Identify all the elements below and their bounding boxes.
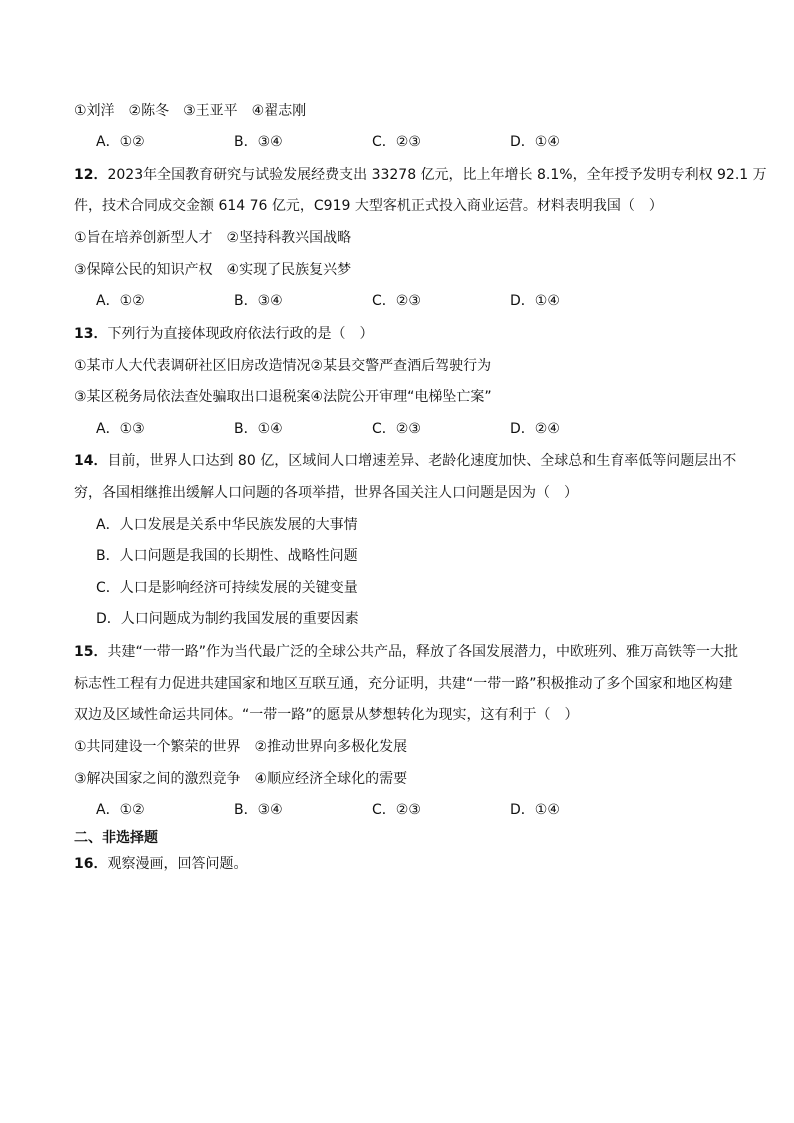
q13-options-line2: ③某区税务局依法查处骗取出口退税案④法院公开审理“电梯坠亡案” xyxy=(74,389,492,405)
q12-stem-line1 xyxy=(74,166,767,184)
q12-number: 12． xyxy=(74,167,108,183)
q12-stem-line2: 件，技术合同成交金额 614 76 亿元，C919 大型客机正式投入商业运营。材料表明我国（ ） xyxy=(74,198,663,214)
q14-number: 14． xyxy=(74,453,108,469)
q14-option-b: B．人口问题是我国的长期性、战略性问题 xyxy=(96,548,358,564)
q11-choice-a: A．①② xyxy=(96,134,145,150)
q14-option-a: A．人口发展是关系中华民族发展的大事情 xyxy=(96,517,358,533)
q13-choice-c: C．②③ xyxy=(372,421,421,437)
q15-options-line1: ①共同建设一个繁荣的世界 ②推动世界向多极化发展 xyxy=(74,739,408,755)
q12-choice-d: D．①④ xyxy=(510,293,560,309)
q15-number: 15． xyxy=(74,644,108,660)
q15-choice-a: A．①② xyxy=(96,802,145,818)
q13-line1: 下列行为直接体现政府依法行政的是（ ） xyxy=(107,326,374,342)
q13-number: 13． xyxy=(74,326,108,342)
q16-number: 16． xyxy=(74,856,108,872)
q13-options-line1: ①某市人大代表调研社区旧房改造情况②某县交警严查酒后驾驶行为 xyxy=(74,358,492,374)
q12-choice-c: C．②③ xyxy=(372,293,421,309)
q11-choice-c: C．②③ xyxy=(372,134,421,150)
q13-choice-b: B．①④ xyxy=(234,421,283,437)
q14-option-d: D．人口问题成为制约我国发展的重要因素 xyxy=(96,611,359,627)
q13-stem xyxy=(74,325,373,343)
q15-options-line2: ③解决国家之间的激烈竞争 ④顺应经济全球化的需要 xyxy=(74,771,408,787)
q14-option-c: C．人口是影响经济可持续发展的关键变量 xyxy=(96,580,358,596)
q15-choice-c: C．②③ xyxy=(372,802,421,818)
q15-stem-line3: 双边及区域性命运共同体。“一带一路”的愿景从梦想转化为现实，这有利于（ ） xyxy=(74,707,579,723)
q13-choice-d: D．②④ xyxy=(510,421,560,437)
q15-line1: 共建“一带一路”作为当代最广泛的全球公共产品，释放了各国发展潜力，中欧班列、雅万高铁等一大批 xyxy=(107,644,738,660)
q15-choice-d: D．①④ xyxy=(510,802,560,818)
q16-text: 观察漫画，回答问题。 xyxy=(107,856,248,872)
q16-stem xyxy=(74,855,247,873)
q15-choice-b: B．③④ xyxy=(234,802,283,818)
q15-stem-line1 xyxy=(74,643,738,661)
q12-choice-a: A．①② xyxy=(96,293,145,309)
q12-line1: 2023年全国教育研究与试验发展经费支出 33278 亿元，比上年增长 8.1%，全年授予发明专利权 92.1 万 xyxy=(107,167,767,183)
q13-choice-a: A．①③ xyxy=(96,421,145,437)
section-heading: 二、非选择题 xyxy=(74,830,158,846)
q14-stem-line1 xyxy=(74,452,736,470)
q11-names: ①刘洋 ②陈冬 ③王亚平 ④翟志刚 xyxy=(74,103,307,119)
q11-choice-d: D．①④ xyxy=(510,134,560,150)
q12-choice-b: B．③④ xyxy=(234,293,283,309)
q15-stem-line2: 标志性工程有力促进共建国家和地区互联互通，充分证明，共建“一带一路”积极推动了多个国家和地区构建 xyxy=(74,676,733,692)
q12-options-line1: ①旨在培养创新型人才 ②坚持科教兴国战略 xyxy=(74,230,352,246)
q11-choice-b: B．③④ xyxy=(234,134,283,150)
q14-stem-line2: 穷，各国相继推出缓解人口问题的各项举措，世界各国关注人口问题是因为（ ） xyxy=(74,485,578,501)
q14-line1: 目前，世界人口达到 80 亿，区域间人口增速差异、老龄化速度加快、全球总和生育率低等问题层出不 xyxy=(107,453,737,469)
q12-options-line2: ③保障公民的知识产权 ④实现了民族复兴梦 xyxy=(74,262,352,278)
